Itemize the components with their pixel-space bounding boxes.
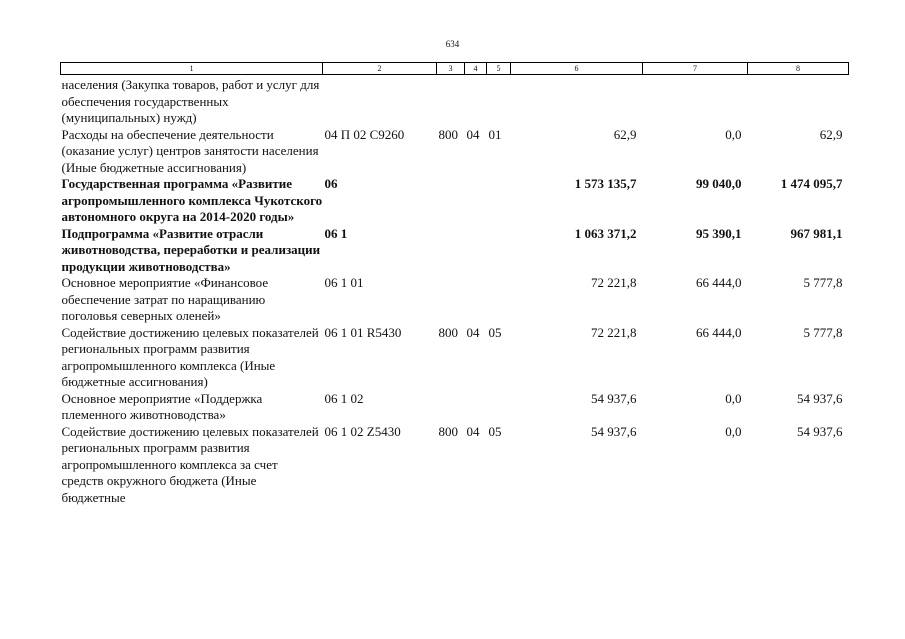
row-col5 bbox=[487, 176, 511, 226]
row-value-col8: 54 937,6 bbox=[797, 390, 843, 406]
row-value-col6: 54 937,6 bbox=[591, 390, 637, 406]
row-value-col8: 5 777,8 bbox=[803, 275, 843, 290]
row-description: Подпрограмма «Развитие отрасли животноводства, переработки и реализации продукции животноводства» bbox=[61, 225, 321, 274]
row-value-col7: 99 040,0 bbox=[696, 176, 742, 191]
row-col3: 800 bbox=[438, 324, 458, 340]
row-description: Основное мероприятие «Финансовое обеспечение затрат по наращиванию поголовья северных оленей» bbox=[61, 275, 269, 323]
row-col4 bbox=[465, 226, 487, 276]
row-col3 bbox=[437, 391, 465, 424]
row-description: Содействие достижению целевых показателей региональных программ развития агропромышленного комплекса за счет средств окружного бюджета (Иные бюджетные bbox=[61, 423, 319, 505]
column-header: 3 bbox=[437, 63, 465, 75]
row-value-col6: 54 937,6 bbox=[591, 423, 637, 439]
row-col5: 05 bbox=[488, 324, 502, 340]
table-row bbox=[61, 391, 849, 424]
table-row bbox=[61, 325, 849, 391]
row-code: 06 1 02 Z5430 bbox=[324, 423, 401, 439]
row-value-col8: 967 981,1 bbox=[790, 225, 843, 241]
row-col3: 800 bbox=[438, 423, 458, 439]
row-value-col8: 54 937,6 bbox=[797, 423, 843, 439]
column-header: 1 bbox=[61, 63, 323, 75]
column-number-header-row bbox=[61, 63, 849, 75]
row-value-col6 bbox=[511, 75, 643, 127]
row-col4 bbox=[465, 176, 487, 226]
column-header: 6 bbox=[511, 63, 643, 75]
page-number: 634 bbox=[445, 39, 460, 49]
row-value-col7: 66 444,0 bbox=[696, 324, 742, 340]
row-value-col8 bbox=[748, 75, 849, 127]
table-row bbox=[61, 75, 849, 127]
row-value-col6: 72 221,8 bbox=[591, 324, 637, 340]
row-col4: 04 bbox=[466, 423, 480, 439]
row-col5 bbox=[487, 75, 511, 127]
row-col4 bbox=[465, 391, 487, 424]
row-description: Государственная программа «Развитие агропромышленного комплекса Чукотского автономного округа на 2014-2020 годы» bbox=[61, 176, 323, 224]
row-col3 bbox=[437, 226, 465, 276]
row-value-col6: 62,9 bbox=[613, 126, 637, 142]
row-value-col7: 0,0 bbox=[725, 390, 742, 406]
row-code: 06 1 02 bbox=[324, 390, 364, 406]
row-col5: 01 bbox=[488, 126, 502, 142]
row-code: 06 1 01 R5430 bbox=[324, 324, 402, 340]
row-col3 bbox=[437, 176, 465, 226]
row-code bbox=[323, 75, 437, 127]
column-header: 2 bbox=[323, 63, 437, 75]
row-value-col7: 0,0 bbox=[725, 423, 742, 439]
row-col4: 04 bbox=[466, 126, 480, 142]
row-code: 06 1 bbox=[324, 225, 348, 241]
row-value-col8: 62,9 bbox=[819, 126, 843, 142]
row-col3: 800 bbox=[438, 126, 458, 142]
row-col3 bbox=[437, 275, 465, 325]
row-value-col6: 72 221,8 bbox=[591, 275, 637, 290]
row-description: Содействие достижению целевых показателей региональных программ развития агропромышленного комплекса (Иные бюджетные ассигнования) bbox=[61, 324, 319, 389]
row-value-col6: 1 573 135,7 bbox=[574, 176, 637, 191]
row-col5: 05 bbox=[488, 423, 502, 439]
row-description: Расходы на обеспечение деятельности (оказание услуг) центров занятости населения (Иные бюджетные ассигнования) bbox=[61, 126, 319, 175]
row-value-col7: 66 444,0 bbox=[696, 275, 742, 290]
row-value-col8: 5 777,8 bbox=[803, 324, 843, 340]
row-col4 bbox=[465, 75, 487, 127]
table-row bbox=[61, 127, 849, 177]
table-row bbox=[61, 275, 849, 325]
row-col5 bbox=[487, 275, 511, 325]
row-code: 04 П 02 С9260 bbox=[324, 126, 405, 142]
row-value-col8: 1 474 095,7 bbox=[780, 176, 843, 191]
column-header: 5 bbox=[487, 63, 511, 75]
table-row bbox=[61, 226, 849, 276]
row-col4 bbox=[465, 275, 487, 325]
table-row bbox=[61, 176, 849, 226]
row-value-col7 bbox=[643, 75, 748, 127]
row-col5 bbox=[487, 226, 511, 276]
budget-table bbox=[60, 62, 849, 506]
row-code: 06 bbox=[324, 176, 338, 191]
column-header: 8 bbox=[748, 63, 849, 75]
row-value-col7: 0,0 bbox=[725, 126, 742, 142]
row-col5 bbox=[487, 391, 511, 424]
row-value-col7: 95 390,1 bbox=[696, 225, 742, 241]
row-description: Основное мероприятие «Поддержка племенного животноводства» bbox=[61, 390, 263, 422]
row-value-col6: 1 063 371,2 bbox=[574, 225, 637, 241]
table-row bbox=[61, 424, 849, 507]
row-col4: 04 bbox=[466, 324, 480, 340]
column-header: 7 bbox=[643, 63, 748, 75]
row-code: 06 1 01 bbox=[324, 275, 364, 290]
row-col3 bbox=[437, 75, 465, 127]
row-description: населения (Закупка товаров, работ и услуг для обеспечения государственных (муниципальных) нужд) bbox=[61, 77, 320, 125]
column-header: 4 bbox=[465, 63, 487, 75]
